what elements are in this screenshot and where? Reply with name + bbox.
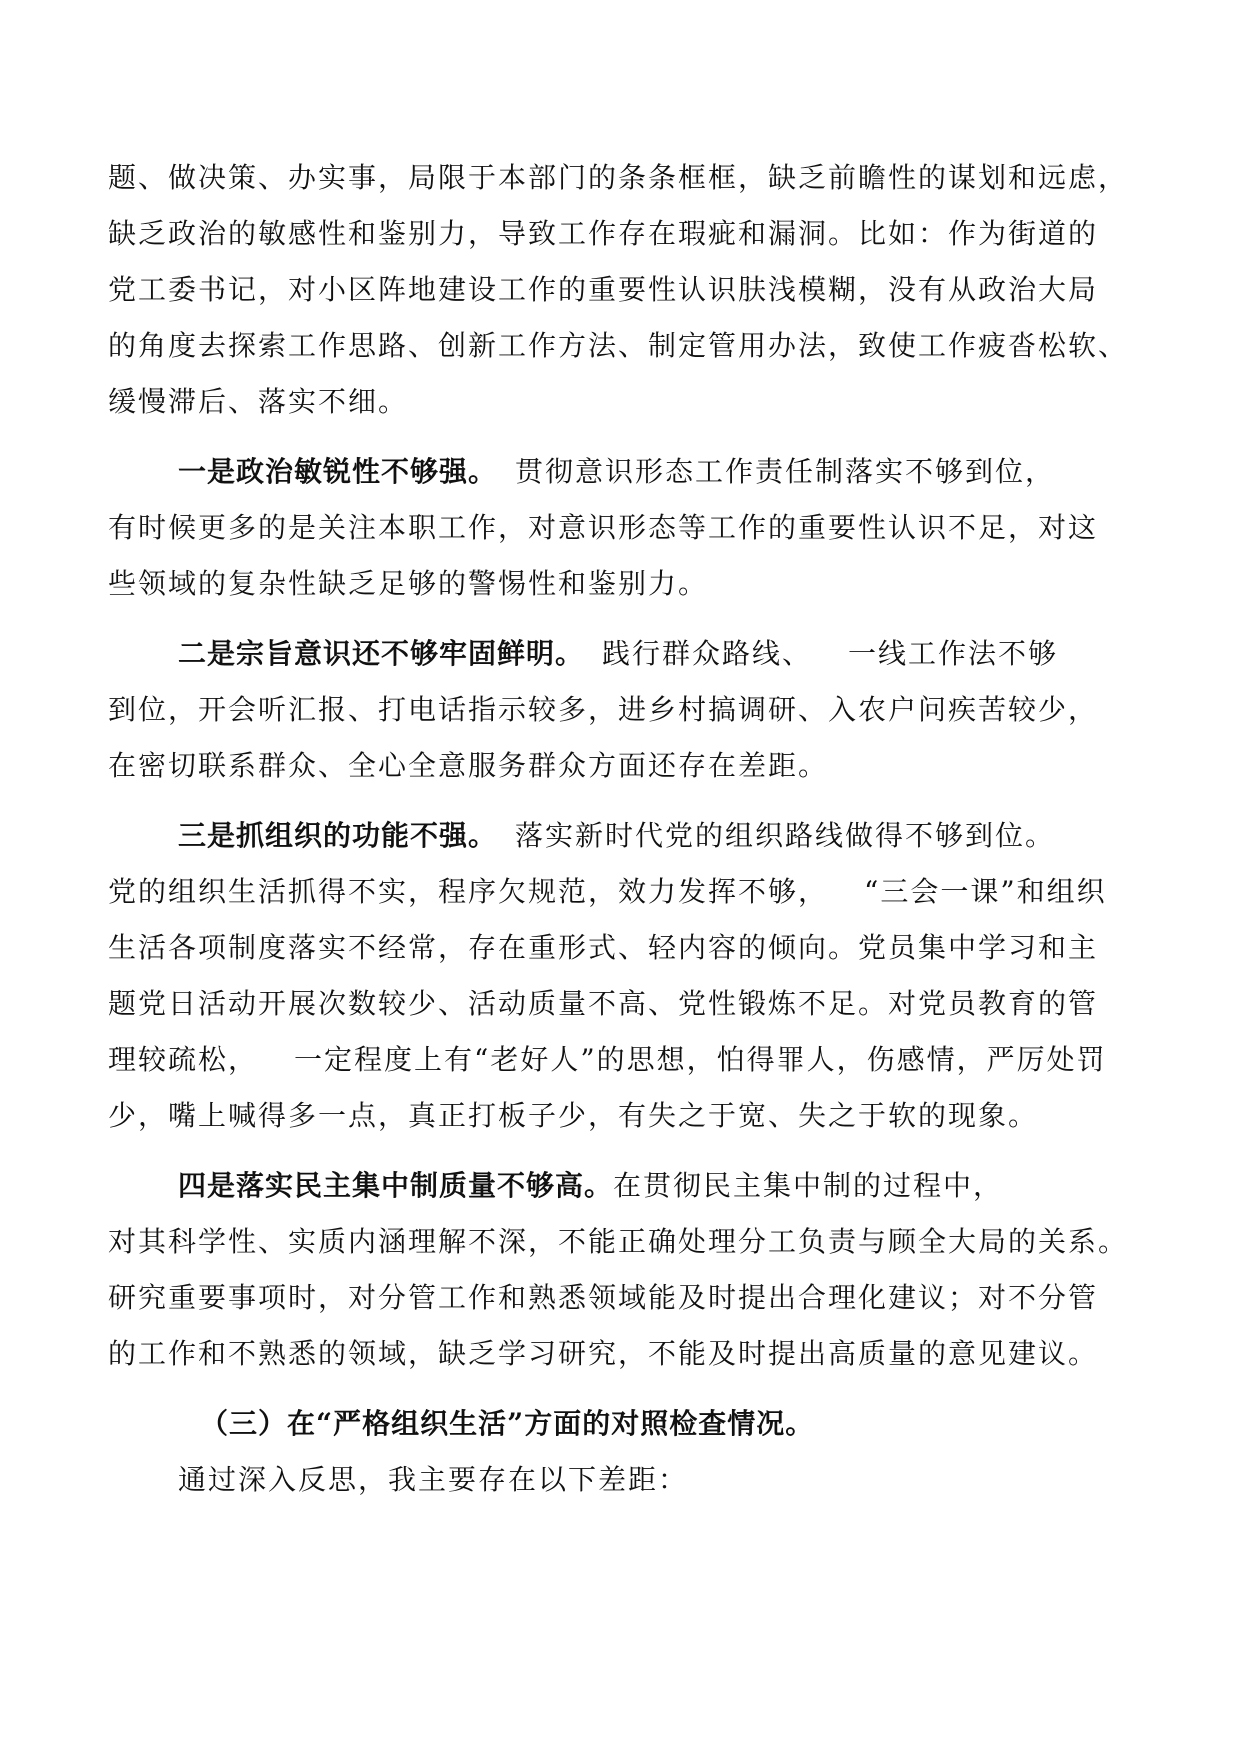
point-3-first-line (108, 808, 1148, 864)
point-1-paragraph (108, 444, 1148, 612)
text-line: 在密切联系群众、全心全意服务群众方面还存在差距。 (108, 749, 829, 782)
text-line: 对其科学性、实质内涵理解不深，不能正确处理分工负责与顾全大局的关系。 (108, 1225, 1129, 1258)
intro-paragraph (108, 150, 1148, 430)
text-line: 党工委书记，对小区阵地建设工作的重要性认识肤浅模糊，没有从政治大局 (108, 273, 1099, 306)
text-line: 的角度去探索工作思路、创新工作方法、制定管用办法，致使工作疲沓松软、 (108, 329, 1129, 362)
point-1-first-line (108, 444, 1148, 500)
point-4-title: 四是落实民主集中制质量不够高。 (178, 1169, 614, 1202)
text-line: 题、做决策、办实事，局限于本部门的条条框框，缺乏前瞻性的谋划和远虑， (108, 161, 1129, 194)
point-3-paragraph (108, 808, 1148, 1144)
text-line: 少，嘴上喊得多一点，真正打板子少，有失之于宽、失之于软的现象。 (108, 1099, 1039, 1132)
text-segment: 理较疏松， (108, 1043, 259, 1076)
point-4-paragraph (108, 1158, 1148, 1382)
text-line: 缺乏政治的敏感性和鉴别力，导致工作存在瑕疵和漏洞。比如：作为街道的 (108, 217, 1099, 250)
point-3-title: 三是抓组织的功能不强。 (178, 819, 498, 852)
point-2-first-line (108, 626, 1148, 682)
text-segment: 党的组织生活抓得不实，程序欠规范，效力发挥不够， (108, 875, 829, 908)
point-3-first-text: 落实新时代党的组织路线做得不够到位。 (515, 819, 1056, 852)
point-4-first-text: 在贯彻民主集中制的过程中， (613, 1169, 1004, 1202)
point-2-title: 二是宗旨意识还不够牢固鲜明。 (178, 637, 585, 670)
text-segment: 一定程度上有“老好人”的思想，怕得罪人，伤感情，严厉处罚 (294, 1043, 1107, 1076)
point-3-line-2 (108, 864, 1148, 920)
point-3-line-5 (108, 1032, 1148, 1088)
text-line: 的工作和不熟悉的领域，缺乏学习研究，不能及时提出高质量的意见建议。 (108, 1337, 1099, 1370)
point-2-first-text-b: 一线工作法不够 (848, 637, 1059, 670)
text-line: 生活各项制度落实不经常，存在重形式、轻内容的倾向。党员集中学习和主 (108, 931, 1099, 964)
text-line: 些领域的复杂性缺乏足够的警惕性和鉴别力。 (108, 567, 709, 600)
text-line: 研究重要事项时，对分管工作和熟悉领域能及时提出合理化建议；对不分管 (108, 1281, 1099, 1314)
point-1-title: 一是政治敏锐性不够强。 (178, 455, 498, 488)
point-2-first-text-a: 践行群众路线、 (602, 637, 813, 670)
text-line: 缓慢滞后、落实不细。 (108, 385, 409, 418)
text-line: 到位，开会听汇报、打电话指示较多，进乡村搞调研、入农户问疾苦较少， (108, 693, 1099, 726)
document-body (108, 150, 1148, 1508)
point-2-paragraph (108, 626, 1148, 794)
section-3 (108, 1396, 1148, 1508)
section-3-heading: （三）在“严格组织生活”方面的对照检查情况。 (200, 1407, 815, 1440)
text-segment: “三会一课”和组织 (864, 875, 1107, 908)
text-line: 有时候更多的是关注本职工作，对意识形态等工作的重要性认识不足，对这 (108, 511, 1099, 544)
section-3-text: 通过深入反思，我主要存在以下差距： (178, 1463, 689, 1496)
text-line: 题党日活动开展次数较少、活动质量不高、党性锻炼不足。对党员教育的管 (108, 987, 1099, 1020)
point-4-first-line (108, 1158, 1148, 1214)
point-1-first-text: 贯彻意识形态工作责任制落实不够到位， (515, 455, 1056, 488)
